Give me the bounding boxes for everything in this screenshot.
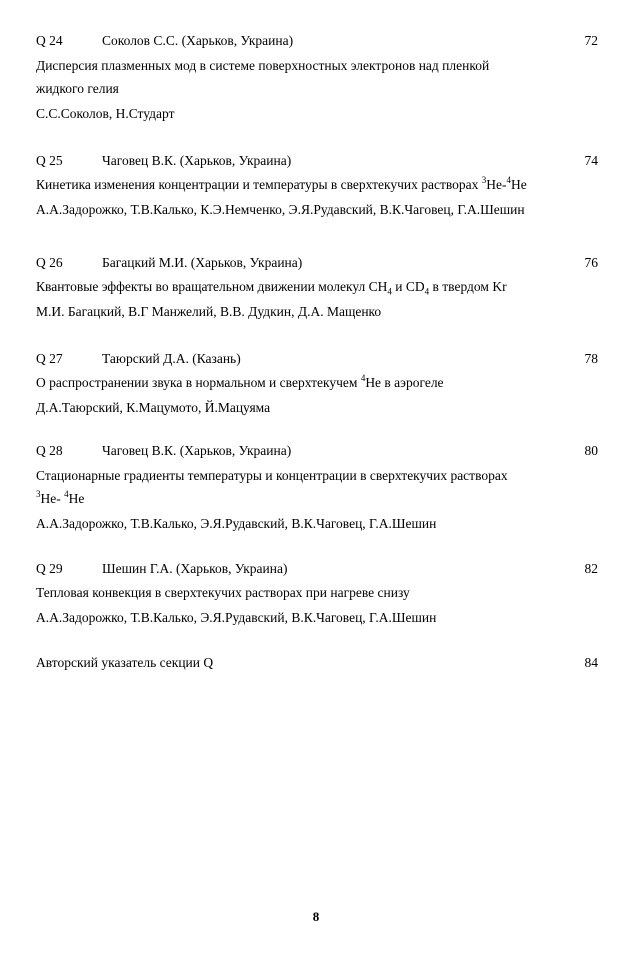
talk-title <box>36 176 598 194</box>
talk-title <box>36 278 598 296</box>
author-list: А.А.Задорожко, Т.В.Калько, К.Э.Немченко, Э.Я.Рудавский, В.К.Чаговец, Г.А.Шешин <box>36 202 525 217</box>
session-code: Q 29 <box>36 561 63 576</box>
title-text: жидкого гелия <box>36 81 119 96</box>
isotope-superscript: 4 <box>360 372 366 383</box>
talk-title-line <box>36 57 598 75</box>
session-code: Q 28 <box>36 443 63 458</box>
talk-title-line <box>36 278 598 296</box>
page-number: 8 <box>312 909 320 924</box>
author-list: А.А.Задорожко, Т.В.Калько, Э.Я.Рудавский, В.К.Чаговец, Г.А.Шешин <box>36 610 437 625</box>
talk-title-line <box>36 584 598 602</box>
title-text: Квантовые эффекты во вращательном движении молекул CH <box>36 279 388 294</box>
entry-header <box>36 152 598 170</box>
speaker-name: Соколов С.С. (Харьков, Украина) <box>102 33 294 48</box>
session-code: Q 24 <box>36 33 63 48</box>
author-list: М.И. Багацкий, В.Г Манжелий, В.В. Дудкин, Д.А. Мащенко <box>36 304 382 319</box>
isotope-superscript: 3 <box>36 488 41 499</box>
isotope-superscript: 4 <box>64 488 69 499</box>
formula-subscript: 4 <box>387 286 392 297</box>
title-text: в твердом Kr <box>429 279 507 294</box>
speaker-name: Багацкий М.И. (Харьков, Украина) <box>102 255 303 270</box>
talk-title <box>36 584 598 602</box>
talk-title <box>36 57 598 98</box>
title-text: Кинетика изменения концентрации и температуры в сверхтекучих растворах <box>36 177 482 192</box>
entry-page-number: 74 <box>584 153 598 168</box>
title-text: He <box>511 177 527 192</box>
session-code: Q 26 <box>36 255 63 270</box>
title-text: He в аэрогеле <box>365 375 444 390</box>
talk-title-line <box>36 80 598 98</box>
entry-page-number: 78 <box>584 351 598 366</box>
talk-title <box>36 374 598 392</box>
isotope-superscript: 3 <box>481 174 487 185</box>
title-text: Тепловая конвекция в сверхтекучих растворах при нагреве снизу <box>36 585 410 600</box>
entry-page-number: 82 <box>584 561 598 576</box>
speaker-name: Чаговец В.К. (Харьков, Украина) <box>102 153 292 168</box>
toc-entry <box>36 254 598 321</box>
title-text: He- <box>40 491 65 506</box>
session-code: Q 27 <box>36 351 63 366</box>
session-code: Q 25 <box>36 153 63 168</box>
talk-title <box>36 467 598 508</box>
talk-title-line <box>36 374 598 392</box>
author-list: А.А.Задорожко, Т.В.Калько, Э.Я.Рудавский, В.К.Чаговец, Г.А.Шешин <box>36 516 437 531</box>
entry-page-number: 72 <box>584 33 598 48</box>
speaker-name: Шешин Г.А. (Харьков, Украина) <box>102 561 288 576</box>
title-text: He <box>68 491 85 506</box>
title-text: He- <box>486 177 507 192</box>
author-list: С.С.Соколов, Н.Стударт <box>36 106 175 121</box>
entry-page-number: 76 <box>584 255 598 270</box>
title-text: Дисперсия плазменных мод в системе поверхностных электронов над пленкой <box>36 58 490 73</box>
entry-header <box>36 442 598 460</box>
entry-page-number: 80 <box>584 443 598 458</box>
toc-entry <box>36 560 598 627</box>
talk-title-line <box>36 176 598 194</box>
talk-title-line <box>36 490 598 508</box>
author-list: Д.А.Таюрский, К.Мацумото, Й.Мацуяма <box>36 400 271 415</box>
isotope-superscript: 4 <box>506 174 512 185</box>
talk-title-line <box>36 467 598 485</box>
toc-entry <box>36 32 598 123</box>
speaker-name: Чаговец В.К. (Харьков, Украина) <box>102 443 292 458</box>
toc-entry <box>36 442 598 533</box>
title-text: О распространении звука в нормальном и сверхтекучем <box>36 375 361 390</box>
author-index-label: Авторский указатель секции Q <box>36 655 214 670</box>
title-text: Стационарные градиенты температуры и концентрации в сверхтекучих растворах <box>36 468 508 483</box>
formula-subscript: 4 <box>424 286 430 297</box>
speaker-name: Таюрский Д.А. (Казань) <box>102 351 241 366</box>
author-index-entry <box>36 654 598 672</box>
entry-header <box>36 254 598 272</box>
toc-entry <box>36 152 598 219</box>
entry-header <box>36 350 598 368</box>
author-index-page: 84 <box>584 655 598 670</box>
title-text: и CD <box>391 279 425 294</box>
entry-header <box>36 32 598 50</box>
entry-header <box>36 560 598 578</box>
toc-entry <box>36 350 598 417</box>
